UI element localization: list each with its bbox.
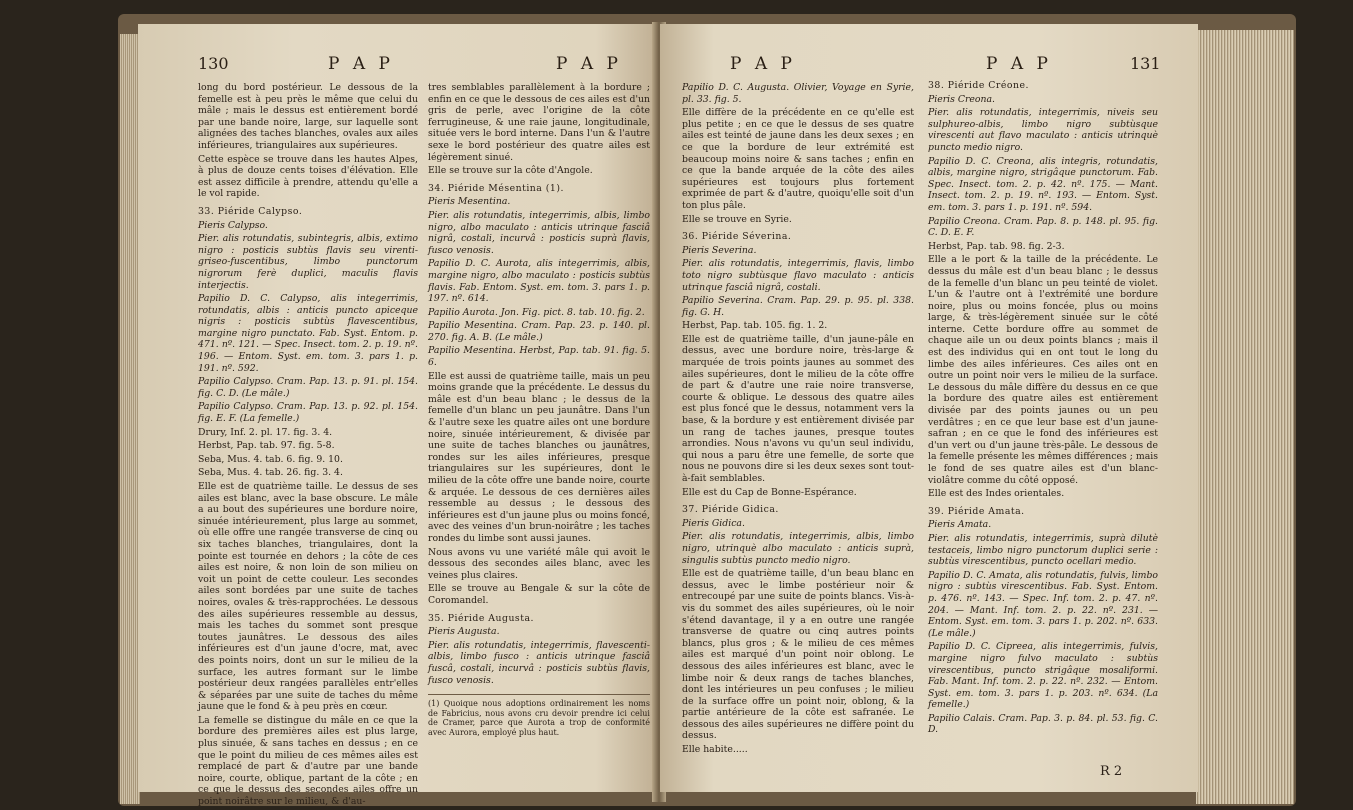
- paragraph: Nous avons vu une variété mâle qui avoit le dessous des secondes ailes blanc, avec les veines plus claires.: [428, 546, 650, 581]
- paragraph: Seba, Mus. 4. tab. 26. fig. 3. 4.: [198, 467, 343, 479]
- paragraph: Elle est des Indes orientales.: [928, 488, 1065, 500]
- paragraph: Papilio Calypso. Cram. Pap. 13. p. 91. pl. 154. fig. C. D. (Le mâle.): [198, 376, 418, 399]
- left-column-2: [428, 82, 650, 739]
- left-column-1: [198, 82, 418, 810]
- paragraph: Papilio Calypso. Cram. Pap. 13. p. 92. pl. 154. fig. E. F. (La femelle.): [198, 401, 418, 425]
- paragraph: Herbst, Pap. tab. 97. fig. 5-8.: [198, 440, 335, 452]
- paragraph: Elle est de quatrième taille, d'un beau blanc en dessus, avec le limbe postérieur noir & entrecoupé par une suite de points blancs. Vis-à-vis du sommet des ailes supérieures, où le noir s'étend davantage, il y a en outre une rangée transverse de quatre ou cinq autres points blancs, plus gros ; & le milieu de ces mêmes ailes est marqué d'un point noir oblong. Le dessous des ailes inférieures est blanc, avec le limbe noir & deux rangs de taches blanches, dont les intérieures un peu confuses ; le milieu de la surface offre un point noir, oblong, & la partie antérieure de la côte est safranée. Le dessous des ailes supérieures ne diffère point du dessus.: [682, 568, 914, 742]
- paragraph: Papilio Creona. Cram. Pap. 8. p. 148. pl. 95. fig. C. D. E. F.: [928, 215, 1158, 239]
- paragraph: Pier. alis rotundatis, integerrimis, suprà dilutè testaceis, limbo nigro punctorum duplici serie : subtùs virescentibus, puncto ocellari medio.: [928, 532, 1158, 568]
- paragraph: Papilio D. C. Augusta. Olivier, Voyage en Syrie, pl. 33. fig. 5.: [682, 82, 914, 105]
- paragraph: Elle se trouve au Bengale & sur la côte de Coromandel.: [428, 583, 650, 606]
- paragraph: Elle est de quatrième taille. Le dessus de ses ailes est blanc, avec la base obscure. Le mâle a au bout des supérieures une bordure noire, sinuée intérieurement, plus large au sommet, où elle offre une rangée transverse de cinq ou six taches blanches, triangulaires, dont la pointe est tournée en dehors ; la côte de ces ailes est noire, & non loin de son milieu on voit un point de cette couleur. Les secondes ailes sont bordées par une suite de taches noires, ovales & très-rapprochées. Le dessous des ailes supérieures ressemble au dessus, mais les taches du sommet sont presque toutes jaunâtres. Le dessous des ailes inférieures est d'un jaune d'ocre, mat, avec des points noirs, dont un sur le milieu de la surface, les autres formant sur le limbe postérieur deux rangées parallèles entr'elles & séparées par une suite de taches du même jaune que le fond & à peu près en cœur.: [198, 481, 418, 713]
- paragraph: Pieris Mesentina.: [428, 196, 511, 208]
- right-page: [660, 24, 1198, 792]
- paragraph: Papilio Mesentina. Herbst, Pap. tab. 91. fig. 5. 6.: [428, 345, 650, 369]
- paragraph: Elle est du Cap de Bonne-Espérance.: [682, 486, 857, 498]
- paragraph: Papilio D. C. Amata, alis rotundatis, fulvis, limbo nigro : subtùs virescentibus. Fab. Syst. Entom. p. 476. nº. 143. — Spec. Inf. tom. 2. p. 47. nº. 204. — Mant. Inf. tom. 2. p. 22. nº. 231. — Entom. Syst. em. tom. 3. pars 1. p. 202. nº. 633. (Le mâle.): [928, 569, 1158, 639]
- running-head-right-1: P A P: [730, 54, 796, 74]
- paragraph: Pieris Amata.: [928, 519, 992, 531]
- species-heading: 35. Piéride Augusta.: [428, 612, 534, 624]
- paragraph: Herbst, Pap. tab. 105. fig. 1. 2.: [682, 320, 828, 332]
- paragraph: Drury, Inf. 2. pl. 17. fig. 3. 4.: [198, 426, 333, 438]
- paragraph: Papilio D. C. Cipreea, alis integerrimis, fulvis, margine nigro fulvo maculato : subtùs virescentibus, puncto strigâque mosaliformi. Fab. Mant. Inf. tom. 2. p. 22. nº. 232. — Entom. Syst. em. tom. 3. pars 1. p. 203. nº. 634. (La femelle.): [928, 641, 1158, 711]
- paragraph: Pieris Gidica.: [682, 517, 745, 529]
- paragraph: La femelle se distingue du mâle en ce que la bordure des premières ailes est plus large, plus sinuée, & sans taches en dessus ; en ce que le point du milieu de ces mêmes ailes est remplacé de part & d'autre par une bande noire, courte, oblique, partant de la côte ; en ce que le dessus des secondes ailes offre un point noirâtre sur le milieu, & d'au-: [198, 714, 418, 808]
- paragraph: Pier. alis rotundatis, subintegris, albis, extimo nigro : posticis subtùs flavis seu virenti-griseo-fuscentibus, limbo punctorum nigrorum ferè duplici, maculis flavis interjectis.: [198, 233, 418, 291]
- paragraph: Elle est de quatrième taille, d'un jaune-pâle en dessus, avec une bordure noire, très-large & marquée de trois points jaunes au sommet des ailes supérieures, dont le milieu de la côte offre de part & d'autre une raie noire transverse, courte & oblique. Le dessous des quatre ailes est plus foncé que le dessus, notamment vers la base, & la bordure y est entièrement divisée par un rang de taches jaunes, presque toutes arrondies. Nous n'avons vu qu'un seul individu, qui nous a paru être une femelle, de sorte que nous ne pouvons dire si les deux sexes sont tout-à-fait semblables.: [682, 333, 914, 484]
- paragraph: Cette espèce se trouve dans les hautes Alpes, à plus de douze cents toises d'élévation. Elle est assez difficile à prendre, attendu qu'elle a le vol rapide.: [198, 153, 418, 200]
- signature-mark: R 2: [1100, 764, 1123, 779]
- paragraph: Pier. alis rotundatis, integerrimis, albis, limbo nigro, albo maculato : anticis utrinque fasciâ nigrâ, costali, incurvâ : posticis suprà flavis, fusco venosis.: [428, 209, 650, 256]
- paragraph: Elle se trouve en Syrie.: [682, 213, 792, 225]
- paragraph: Papilio D. C. Aurota, alis integerrimis, albis, margine nigro, albo maculato : posticis subtùs flavis. Fab. Entom. Syst. em. tom. 3. pars 1. p. 197. nº. 614.: [428, 258, 650, 305]
- paragraph: Papilio D. C. Calypso, alis integerrimis, rotundatis, albis : anticis puncto apiceque nigris : posticis subtùs flavescentibus, margine nigro punctato. Fab. Syst. Entom. p. 471. nº. 121. — Spec. Insect. tom. 2. p. 19. nº. 196. — Entom. Syst. em. tom. 3. pars 1. p. 191. nº. 592.: [198, 293, 418, 374]
- species-heading: 33. Piéride Calypso.: [198, 205, 303, 217]
- paragraph: Pier. alis rotundatis, integerrimis, niveis seu sulphureo-albis, limbo nigro subtùsque virescenti aut flavo maculato : anticis utrinquè puncto medio nigro.: [928, 107, 1158, 153]
- running-head-right-2: P A P: [986, 54, 1052, 74]
- page-edges-right: [1196, 30, 1294, 804]
- running-head-left-1: P A P: [328, 54, 394, 74]
- paragraph: Pier. alis rotundatis, integerrimis, flavescenti-albis, limbo fusco : anticis utrinque fasciâ fuscâ, costali, incurvâ : posticis subtùs flavis, fusco venosis.: [428, 639, 650, 686]
- paragraph: Papilio D. C. Creona, alis integris, rotundatis, albis, margine nigro, strigâque punctorum. Fab. Spec. Insect. tom. 2. p. 42. nº. 175. — Mant. Insect. tom. 2. p. 19. nº. 193. — Entom. Syst. em. tom. 3. pars 1. p. 191. nº. 594.: [928, 155, 1158, 213]
- species-heading: 37. Piéride Gidica.: [682, 504, 779, 516]
- left-page: [138, 24, 658, 808]
- paragraph: Seba, Mus. 4. tab. 6. fig. 9. 10.: [198, 453, 343, 465]
- paragraph: Papilio Mesentina. Cram. Pap. 23. p. 140. pl. 270. fig. A. B. (Le mâle.): [428, 320, 650, 343]
- species-heading: 36. Piéride Séverina.: [682, 231, 792, 243]
- paragraph: Pieris Augusta.: [428, 626, 500, 638]
- species-heading: 38. Piéride Créone.: [928, 80, 1029, 91]
- right-column-2: [928, 74, 1158, 738]
- footnote-rule: [428, 694, 650, 695]
- paragraph: Elle diffère de la précédente en ce qu'elle est plus petite ; en ce que le dessus de ses quatre ailes est teinté de jaune dans les deux sexes ; en ce que la bordure de leur extrémité est beaucoup moins noire & sans taches ; enfin en ce que la bande arquée de la côte des ailes supérieures est toujours plus fortement exprimée de part & d'autre, quoiqu'elle soit d'un ton plus pâle.: [682, 107, 914, 211]
- paragraph: Elle est aussi de quatrième taille, mais un peu moins grande que la précédente. Le dessus du mâle est d'un beau blanc ; le dessus de la femelle d'un blanc un peu jaunâtre. Dans l'un & l'autre sexe les quatre ailes ont une bordure noire, sinuée intérieurement, & divisée par une suite de taches blanches ou jaunâtres, rondes sur les ailes inférieures, presque triangulaires sur les supérieures, dont le milieu de la côte offre une bande noire, courte & arquée. Le dessous de ces dernières ailes ressemble au dessus ; le dessous des inférieures est d'un jaune plus ou moins foncé, avec des veines d'un brun-noirâtre ; les taches rondes du limbe sont aussi jaunes.: [428, 370, 650, 544]
- paragraph: Pieris Severina.: [682, 244, 757, 256]
- paragraph: Elle a le port & la taille de la précédente. Le dessus du mâle est d'un beau blanc ; le dessus de la femelle d'un blanc un peu teinté de violet. L'un & l'autre ont à l'extrémité une bordure noire, plus ou moins foncée, plus ou moins large, & très-légèrement sinuée sur le côté interne. Cette bordure offre au sommet de chaque aile un ou deux points blancs ; mais il est des individus qui en ont tout le long du limbe des ailes inférieures. Ces ailes ont en outre un point noir vers le milieu de la surface. Le dessous du mâle diffère du dessus en ce que la bordure des quatre ailes est entièrement divisée par des points jaunes ou un peu verdâtres ; en ce que leur base est d'un jaune-safran ; en ce que le fond des inférieures est d'un vert ou d'un jaune très-pâle. Le dessous de la femelle présente les mêmes différences ; mais le fond de ses quatre ailes est d'un blanc-violâtre comme du côté opposé.: [928, 254, 1158, 486]
- species-heading: 39. Piéride Amata.: [928, 505, 1025, 517]
- paragraph: long du bord postérieur. Le dessous de la femelle est à peu près le même que celui du mâle ; mais le dessus est entièrement bordé par une bande noire, large, sur laquelle sont alignées des taches blanches, ovales aux ailes inférieures, triangulaires aux supérieures.: [198, 82, 418, 151]
- paragraph: Pier. alis rotundatis, integerrimis, albis, limbo nigro, utrinquè albo maculato : anticis suprà, singulis subtùs puncto medio nigro.: [682, 531, 914, 566]
- page-number-left: 130: [198, 54, 229, 73]
- paragraph: Papilio Aurota. Jon. Fig. pict. 8. tab. 10. fig. 2.: [428, 306, 645, 318]
- paragraph: Papilio Severina. Cram. Pap. 29. p. 95. pl. 338. fig. G. H.: [682, 295, 914, 318]
- paragraph: Elle habite.....: [682, 744, 748, 756]
- running-head-left-2: P A P: [556, 54, 622, 74]
- page-number-right: 131: [1130, 54, 1161, 73]
- paragraph: Herbst, Pap. tab. 98. fig. 2-3.: [928, 240, 1065, 252]
- footnote: (1) Quoique nous adoptions ordinairement les noms de Fabricius, nous avons cru devoir prendre ici celui de Cramer, parce que Aurota a trop de conformité avec Aurora, employé plus haut.: [428, 699, 650, 737]
- paragraph: Pieris Calypso.: [198, 219, 268, 231]
- paragraph: Elle se trouve sur la côte d'Angole.: [428, 165, 593, 177]
- page-edges-left: [120, 34, 140, 804]
- paragraph: Papilio Calais. Cram. Pap. 3. p. 84. pl. 53. fig. C. D.: [928, 712, 1158, 736]
- right-column-1: [682, 82, 914, 758]
- paragraph: Pier. alis rotundatis, integerrimis, flavis, limbo toto nigro subtùsque flavo maculato : anticis utrinque fasciâ nigrâ, costali.: [682, 258, 914, 293]
- paragraph: tres semblables parallèlement à la bordure ; enfin en ce que le dessous de ces ailes est d'un gris de perle, avec l'origine de la côte ferrugineuse, & une raie jaune, longitudinale, située vers le bord interne. Dans l'un & l'autre sexe le bord postérieur des quatre ailes est légèrement sinué.: [428, 82, 650, 163]
- species-heading: 34. Piéride Mésentina (1).: [428, 182, 564, 194]
- paragraph: Pieris Creona.: [928, 93, 996, 105]
